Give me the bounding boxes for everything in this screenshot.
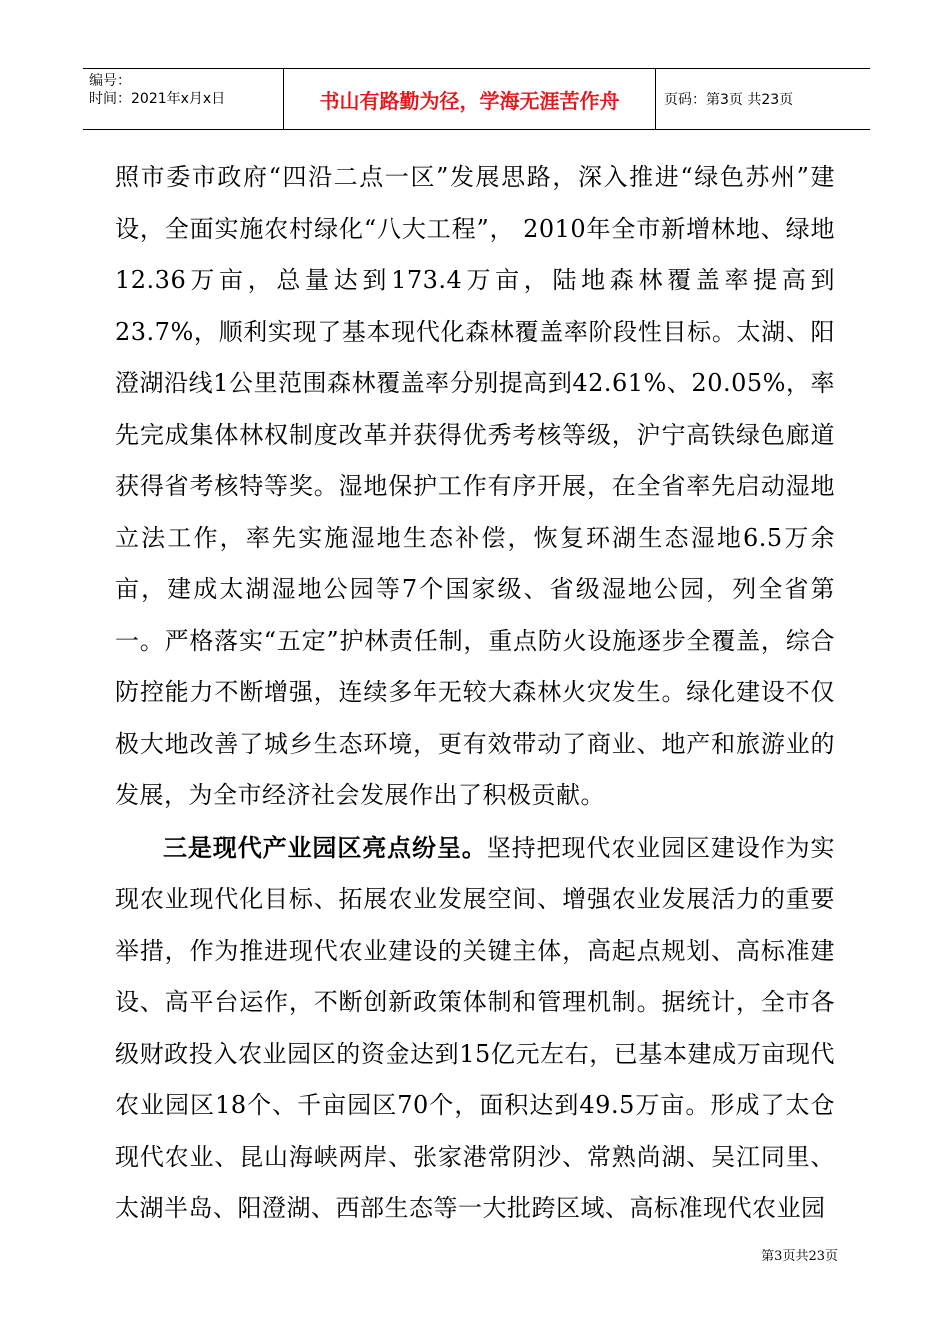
header-motto: 书山有路勤为径，学海无涯苦作舟 — [283, 69, 656, 129]
page-header — [83, 68, 870, 130]
document-time-label: 时间：2021年x月x日 — [89, 91, 226, 107]
body-paragraph-1: 照市委市政府“四沿二点一区”发展思路，深入推进“绿色苏州”建设，全面实施农村绿化“八大工程”， 2010年全市新增林地、绿地12.36万亩，总量达到173.4万亩，陆地森林覆盖率提高到23.7%，顺利实现了基本现代化森林覆盖率阶段性目标。太湖、阳澄湖沿线1公里范围森林覆盖率分别提高到42.61%、20.05%，率先完成集体林权制度改革并获得优秀考核等级，沪宁高铁绿色廊道获得省考核特等奖。湿地保护工作有序开展，在全省率先启动湿地立法工作，率先实施湿地生态补偿，恢复环湖生态湿地6.5万余亩，建成太湖湿地公园等7个国家级、省级湿地公园，列全省第一。严格落实“五定”护林责任制，重点防火设施逐步全覆盖，综合防控能力不断增强，连续多年无较大森林火灾发生。绿化建设不仅极大地改善了城乡生态环境，更有效带动了商业、地产和旅游业的发展，为全市经济社会发展作出了积极贡献。 — [115, 163, 835, 809]
document-body — [115, 152, 835, 1235]
paragraph-2-text: 坚持把现代农业园区建设作为实现农业现代化目标、拓展农业发展空间、增强农业发展活力的重要举措，作为推进现代农业建设的关键主体，高起点规划、高标准建设、高平台运作，不断创新政策体制和管理机制。据统计，全市各级财政投入农业园区的资金达到15亿元左右，已基本建成万亩现代农业园区18个、千亩园区70个，面积达到49.5万亩。形成了太仓现代农业、昆山海峡两岸、张家港常阴沙、常熟尚湖、吴江同里、太湖半岛、阳澄湖、西部生态等一大批跨区域、高标准现代农业园 — [115, 833, 835, 1222]
body-paragraph-2 — [115, 822, 835, 1235]
paragraph-2-heading: 三是现代产业园区亮点纷呈。 — [163, 832, 487, 862]
page-footer: 第3页共23页 — [761, 1249, 838, 1264]
header-page-code: 页码：第3页 共23页 — [664, 92, 794, 108]
header-meta — [83, 69, 283, 129]
document-number-label: 编号： — [89, 73, 131, 89]
